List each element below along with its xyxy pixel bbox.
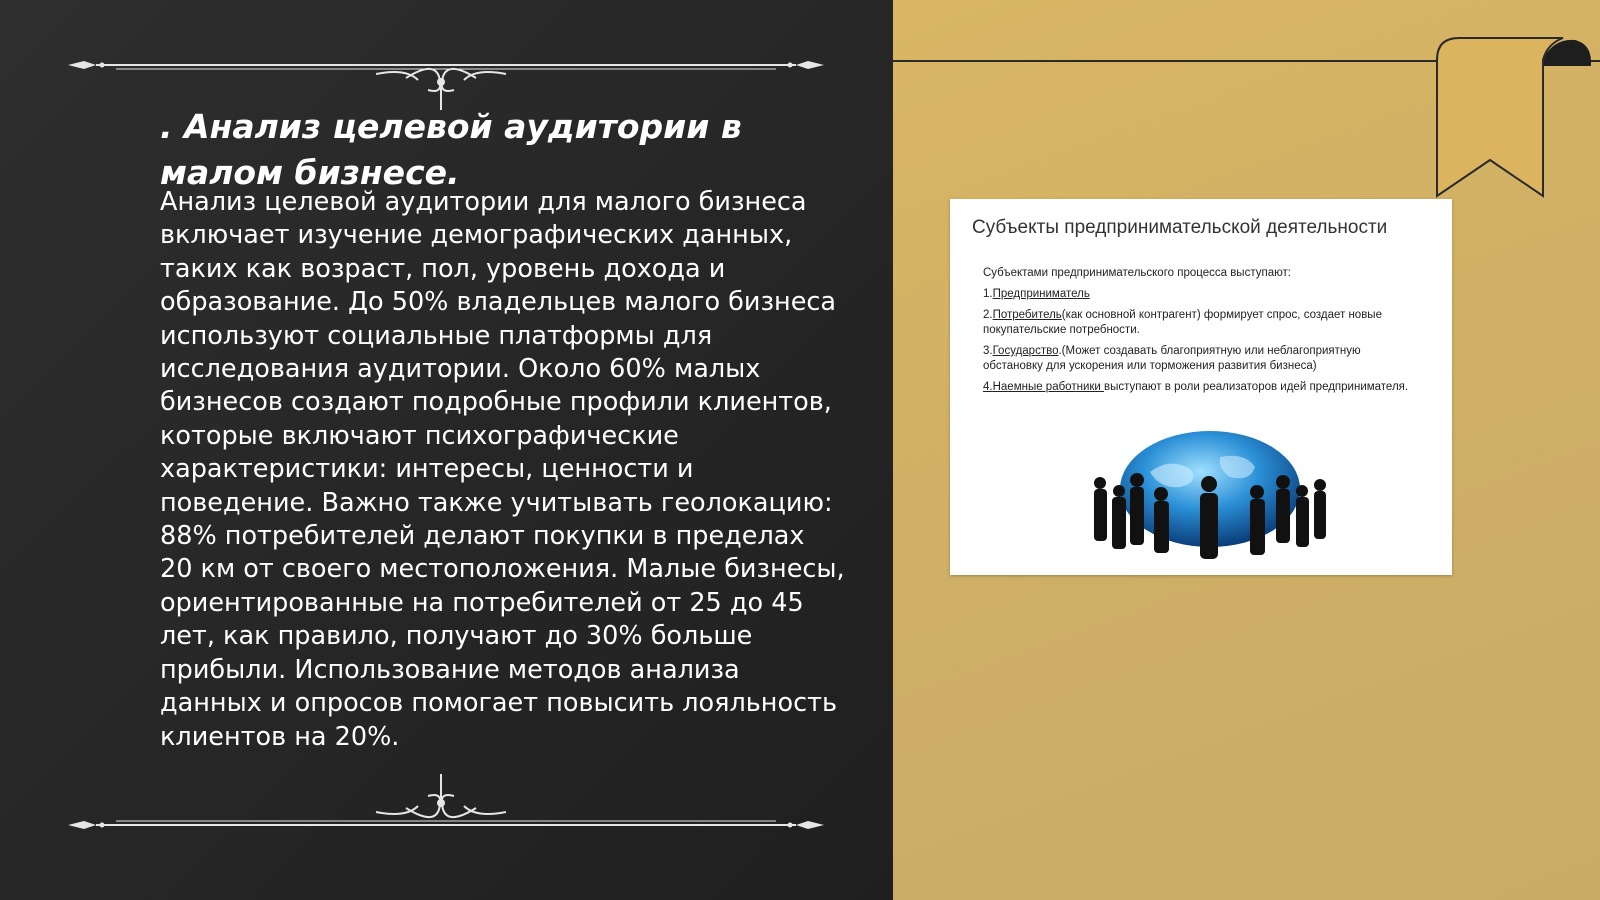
list-item: 3.Государство.(Может создавать благоприятную или неблагоприятную обстановку для ускорения или торможения развития бизнеса) <box>983 345 1361 372</box>
card-list <box>983 287 1423 401</box>
globe-people-illustration-icon <box>1080 427 1340 567</box>
slide-title: . Анализ целевой аудитории в малом бизнесе. <box>160 107 742 192</box>
card-intro: Субъектами предпринимательского процесса выступают: <box>983 267 1291 279</box>
bookmark-ribbon-icon <box>1435 36 1595 198</box>
card-title: Субъекты предпринимательской деятельности <box>972 217 1388 238</box>
slide-body-text: Анализ целевой аудитории для малого бизнеса включает изучение демографических данных, таких как возраст, пол, уровень дохода и образование. До 50% владельцев малого бизнеса используют социальные платформы для исследования аудитории. Около 60% малых бизнесов создают подробные профили клиентов, которые включают психографические характеристики: интересы, ценности и поведение. Важно также учитывать геолокацию: 88% потребителей делают покупки в пределах 20 км от своего местоположения. Малые бизнесы, ориентированные на потребителей от 25 до 45 лет, как правило, получают до 30% больше прибыли. Использование методов анализа данных и опросов помогает повысить лояльность клиентов на 20%. <box>160 187 845 752</box>
list-item: 2.Потребитель(как основной контрагент) формирует спрос, создает новые покупательские потребности. <box>983 309 1382 336</box>
bottom-ornament-divider-icon <box>66 770 826 830</box>
list-item: 4.Наемные работники выступают в роли реализаторов идей предпринимателя. <box>983 381 1409 393</box>
slide-right-panel <box>893 0 1600 900</box>
list-item: 1.Предприниматель <box>983 288 1090 300</box>
embedded-image-card <box>950 199 1452 575</box>
